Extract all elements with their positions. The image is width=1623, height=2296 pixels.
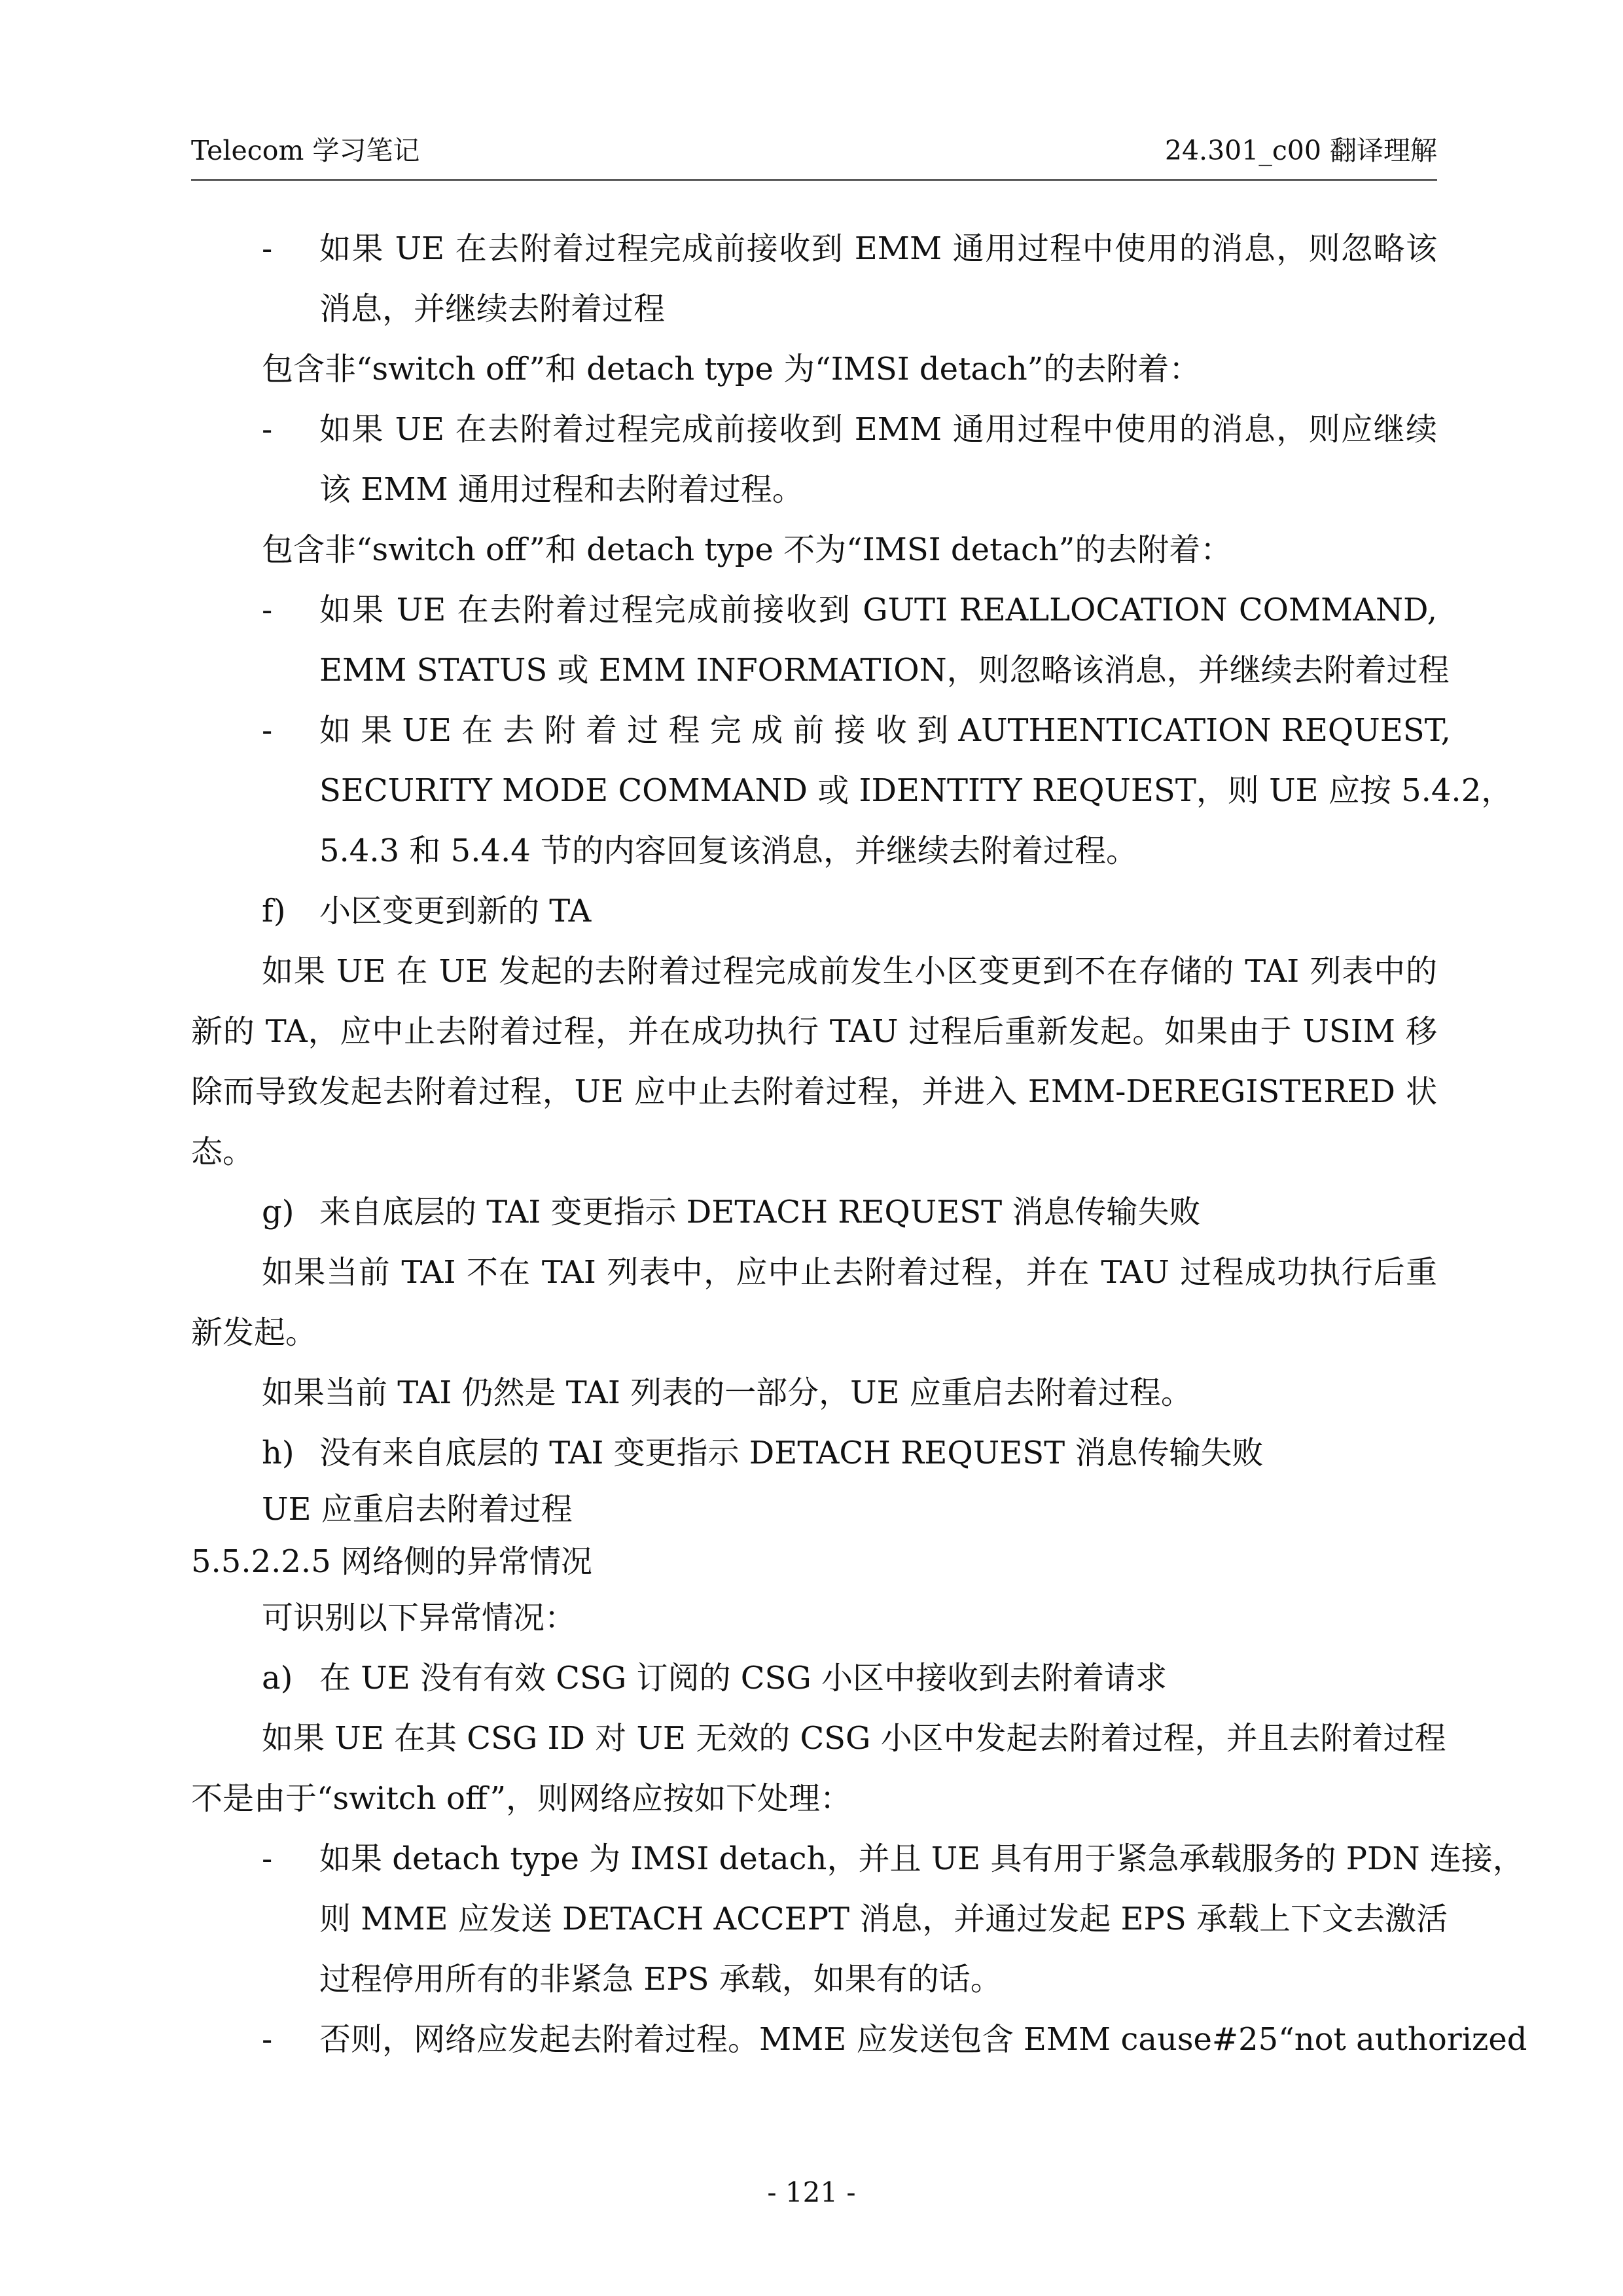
bullet-text: 如 果 UE 在 去 附 着 过 程 完 成 前 接 收 到 AUTHENTICATION REQUEST,: [319, 712, 1451, 749]
paragraph-line: 如果 UE 在其 CSG ID 对 UE 无效的 CSG 小区中发起去附着过程，并且去附着过程: [262, 1720, 1446, 1757]
bullet-dash: -: [262, 712, 273, 749]
header-rule: [191, 179, 1437, 181]
bullet-continuation: EMM STATUS 或 EMM INFORMATION，则忽略该消息，并继续去附着过程: [319, 652, 1450, 689]
bullet-dash: -: [262, 2021, 273, 2058]
running-header-left: Telecom 学习笔记: [191, 135, 420, 166]
item-h: [191, 1423, 1437, 1483]
bullet-text: 如果 UE 在去附着过程完成前接收到 EMM 通用过程中使用的消息，则应继续: [319, 411, 1437, 448]
bullet-line: [191, 219, 1437, 279]
paragraph-line: 不是由于“switch off”，则网络应按如下处理：: [191, 1780, 852, 1817]
paragraph-line: 可识别以下异常情况：: [262, 1600, 577, 1636]
item-g: [191, 1182, 1437, 1242]
item-title: 来自底层的 TAI 变更指示 DETACH REQUEST 消息传输失败: [319, 1194, 1201, 1230]
running-header-right: 24.301_c00 翻译理解: [1164, 135, 1437, 166]
bullet-continuation: 5.4.3 和 5.4.4 节的内容回复该消息，并继续去附着过程。: [319, 833, 1138, 869]
bullet-line: [191, 399, 1437, 459]
bullet-dash: -: [262, 411, 273, 448]
paragraph-line: 如果当前 TAI 不在 TAI 列表中，应中止去附着过程，并在 TAU 过程成功执行后重: [262, 1254, 1437, 1291]
page-number: - 121 -: [767, 2176, 856, 2208]
bullet-line: [191, 580, 1437, 640]
bullet-dash: -: [262, 230, 273, 267]
bullet-continuation: 过程停用所有的非紧急 EPS 承载，如果有的话。: [319, 1961, 1002, 1998]
case-heading: 包含非“switch off”和 detach type 不为“IMSI detach”的去附着：: [262, 531, 1232, 568]
bullet-text: 如果 detach type 为 IMSI detach，并且 UE 具有用于紧急承载服务的 PDN 连接，: [319, 1840, 1524, 1877]
bullet-text: 否则，网络应发起去附着过程。MME 应发送包含 EMM cause#25“not authorized: [319, 2021, 1527, 2058]
item-label: f): [262, 893, 286, 929]
item-title: 没有来自底层的 TAI 变更指示 DETACH REQUEST 消息传输失败: [319, 1435, 1264, 1471]
paragraph-line: 如果当前 TAI 仍然是 TAI 列表的一部分，UE 应重启去附着过程。: [262, 1374, 1192, 1411]
bullet-continuation: 该 EMM 通用过程和去附着过程。: [319, 471, 804, 508]
item-label: h): [262, 1435, 294, 1471]
bullet-line: [191, 1829, 1524, 1889]
item-title: 小区变更到新的 TA: [319, 893, 592, 929]
item-title: 在 UE 没有有效 CSG 订阅的 CSG 小区中接收到去附着请求: [319, 1660, 1167, 1696]
bullet-dash: -: [262, 592, 273, 628]
bullet-continuation: 则 MME 应发送 DETACH ACCEPT 消息，并通过发起 EPS 承载上下文去激活: [319, 1901, 1448, 1937]
paragraph-line: 除而导致发起去附着过程，UE 应中止去附着过程，并进入 EMM-DEREGISTERED 状: [191, 1073, 1437, 1110]
bullet-line: [191, 2009, 1527, 2070]
paragraph-line: UE 应重启去附着过程: [262, 1491, 573, 1528]
paragraph-line: 如果 UE 在 UE 发起的去附着过程完成前发生小区变更到不在存储的 TAI 列表中的: [262, 953, 1437, 990]
bullet-line: [191, 700, 1451, 761]
item-label: a): [262, 1660, 293, 1696]
item-f: [191, 881, 1437, 941]
bullet-dash: -: [262, 1840, 273, 1877]
case-heading: 包含非“switch off”和 detach type 为“IMSI detach”的去附着：: [262, 351, 1201, 387]
item-a: [191, 1648, 1437, 1708]
item-label: g): [262, 1194, 294, 1230]
bullet-text: 如果 UE 在去附着过程完成前接收到 GUTI REALLOCATION COMMAND,: [319, 592, 1437, 628]
paragraph-line: 态。: [191, 1134, 255, 1170]
bullet-continuation: SECURITY MODE COMMAND 或 IDENTITY REQUEST，则 UE 应按 5.4.2，: [319, 772, 1513, 809]
paragraph-line: 新的 TA，应中止去附着过程，并在成功执行 TAU 过程后重新发起。如果由于 USIM 移: [191, 1013, 1437, 1050]
section-heading: 5.5.2.2.5 网络侧的异常情况: [191, 1543, 592, 1580]
bullet-continuation: 消息，并继续去附着过程: [319, 291, 666, 327]
bullet-text: 如果 UE 在去附着过程完成前接收到 EMM 通用过程中使用的消息，则忽略该: [319, 230, 1437, 267]
paragraph-line: 新发起。: [191, 1314, 317, 1351]
page-body: [191, 219, 1527, 2070]
